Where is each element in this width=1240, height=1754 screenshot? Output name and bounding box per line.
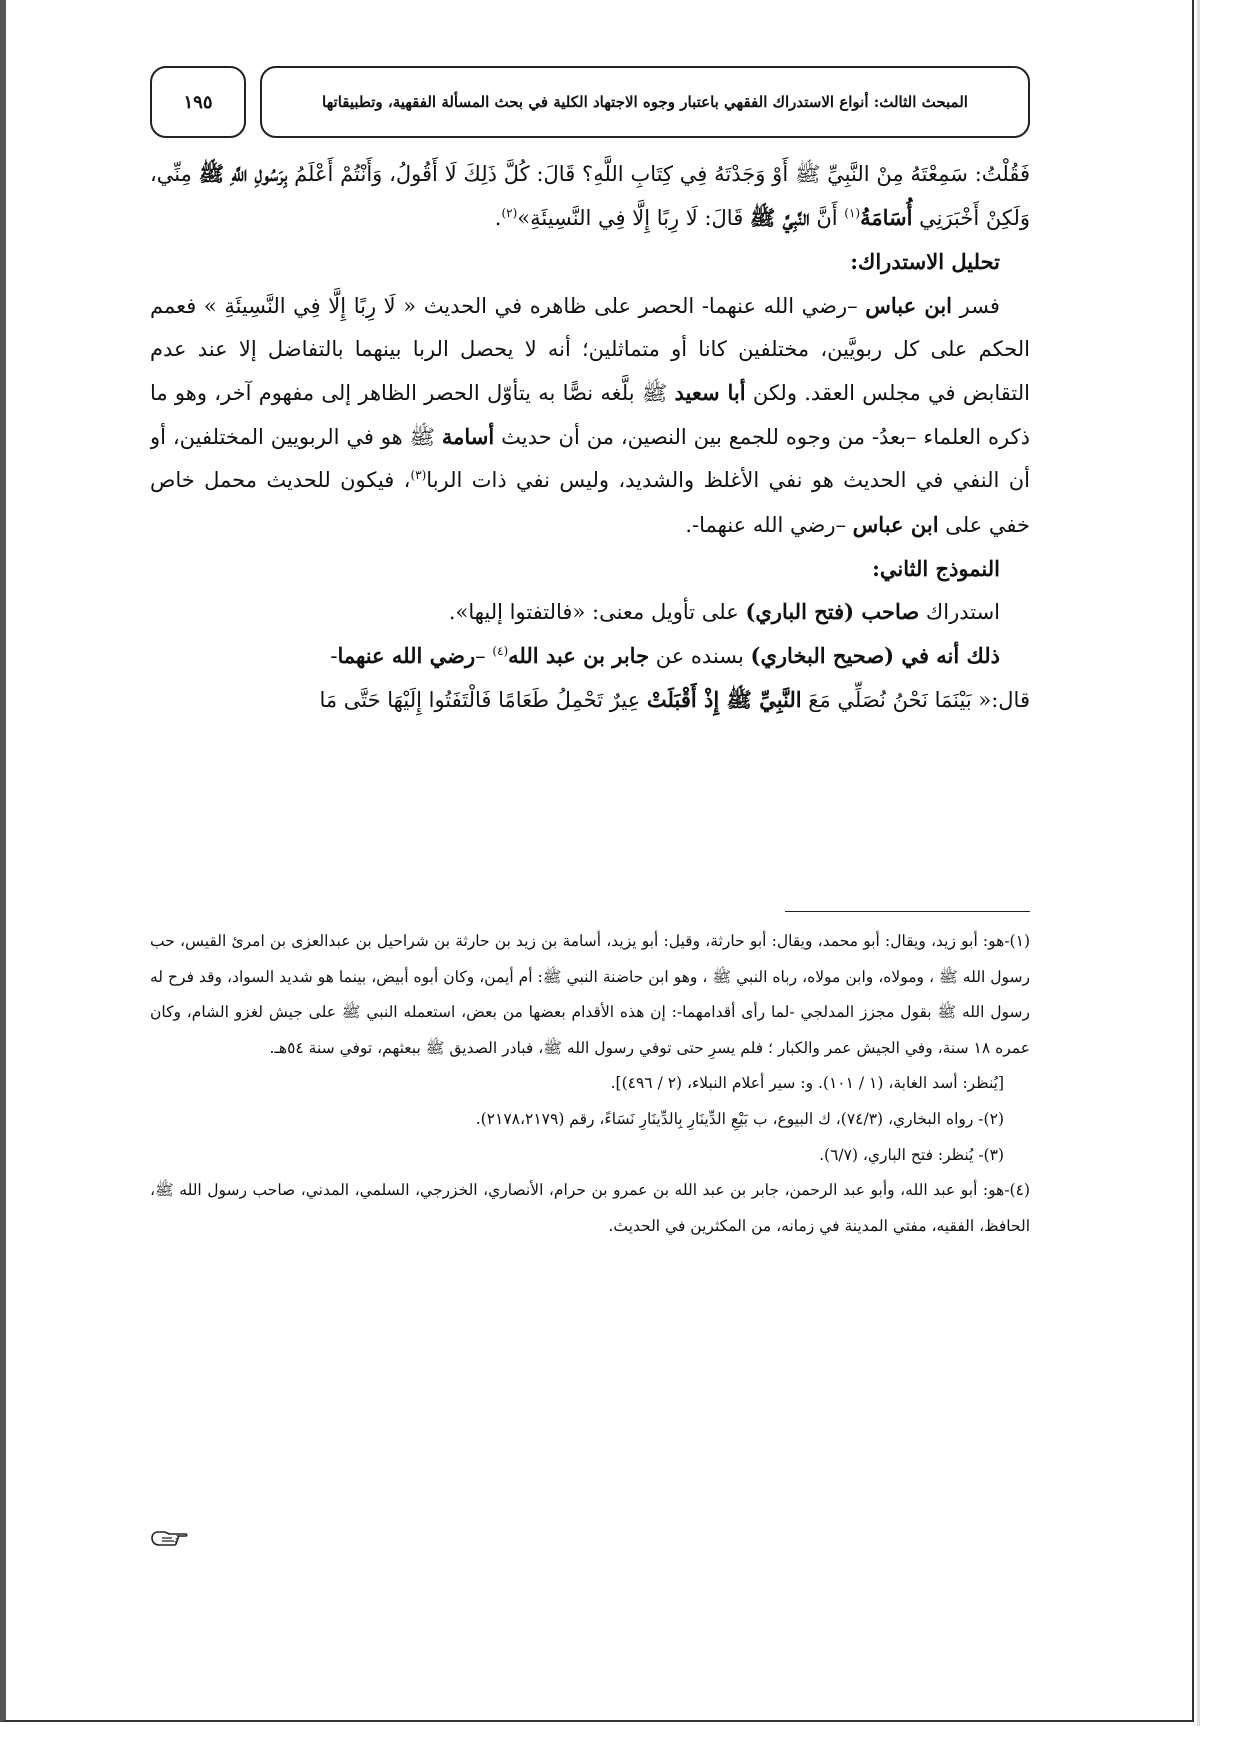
hadith-quote: فَقُلْتُ: سَمِعْتَهُ مِنْ النَّبِيِّ ﷺ أَوْ وَجَدْتَهُ فِي كِتَابِ اللَّهِ؟ قَالَ: كُلَّ ذَلِكَ لَا أَقُولُ، وَأَنْتُمْ أَعْلَمُ بِرَسُولِ اللَّهِ ﷺ مِنِّي، وَلَكِنْ أَخْبَرَنِي أُسَامَةُ$^{(١)}$ أَنَّ النَّبِيَّ ﷺ قَالَ: لَا رِبًا إِلَّا فِي النَّسِيئَةِ»$^{(٢)}$. bbox=[150, 161, 1030, 231]
pointing-hand-icon bbox=[150, 1524, 188, 1550]
footnote-2: (٢)- رواه البخاري، (٧٤/٣)، ك البيوع، ب بَيْعِ الدِّينَارِ بِالدِّينَارِ نَسَاءً، رقم (٢١٧٨،٢١٧٩). bbox=[475, 1109, 1004, 1128]
footnote-ref-2: (٢) bbox=[501, 206, 518, 221]
footnote-ref-3: (٣) bbox=[410, 468, 427, 483]
footnote-divider bbox=[785, 911, 1030, 912]
footnote-1: (١)-هو: أبو زيد، ويقال: أبو محمد، ويقال: أبو حارثة، وقيل: أبو يزيد، أسامة بن زيد بن حارثة بن شراحيل بن عبدالعزى بن امرئ القيس، حب رسول الله ﷺ ، ومولاه، وابن مولاه، رباه النبي ﷺ ، وهو ابن حاضنة النبي ﷺ: أم أيمن، وكان أبوه أبيض، بينما هو شديد السواد، وقد فرح له رسول الله ﷺ بقول مجزز المدلجي -لما رأى أقدامهما-: إن هذه الأقدام بعضها من بعض، استعمله النبي ﷺ على جيش لغزو الشام، وكان عمره ١٨ سنة، وفي الجيش عمر والكبار ؛ فلم يسرِ حتى توفي رسول الله ﷺ، فبادر الصديق ﷺ ببعثهم، توفي سنة ٥٤هـ. bbox=[150, 932, 1030, 1057]
hadith-jabir: قال:« بَيْنَمَا نَحْنُ نُصَلِّي مَعَ النَّبِيِّ ﷺ إِذْ أَقْبَلَتْ عِيرٌ تَحْمِلُ طَعَامًا فَالْتَفَتُوا إِلَيْهَا حَتَّى مَا bbox=[319, 687, 1030, 713]
footnote-3: (٣)- يُنظر: فتح الباري، (٦/٧). bbox=[819, 1145, 1004, 1164]
analysis-paragraph: فسر ابن عباس –رضي الله عنهما- الحصر على ظاهره في الحديث « لَا رِبًا إِلَّا فِي النَّسِيئَةِ » فعمم الحكم على كل ربويَّين، مختلفين كانا أو متماثلين؛ أنه لا يحصل الربا بينهما بالتفاضل إلا عند عدم التقابض في مجلس العقد. ولكن أبا سعيد ﷺ بلَّغه نصًّا به يتأوّل الحصر الظاهر إلى مفهوم آخر، وهو ما ذكره العلماء –بعدُ- من وجوه للجمع بين النصين، من أن حديث أسامة ﷺ هو في الربويين المختلفين، أو أن النفي في الحديث هو نفي الأغلظ والشديد، وليس نفي ذات الربا$^{(٣)}$، فيكون للحديث محمل خاص خفي على ابن عباس –رضي الله عنهما-. bbox=[150, 292, 1030, 537]
main-text bbox=[150, 152, 1030, 892]
footnotes bbox=[150, 924, 1030, 1514]
page-number-box bbox=[150, 66, 246, 138]
page-number: ١٩٥ bbox=[183, 91, 213, 113]
model-source: ذلك أنه في (صحيح البخاري) بسنده عن جابر بن عبد الله$^{(٤)}$ –رضي الله عنهما- bbox=[330, 643, 1000, 669]
model-heading: النموذج الثاني: bbox=[872, 555, 1000, 581]
header-title-text: المبحث الثالث: أنواع الاستدراك الفقهي باعتبار وجوه الاجتهاد الكلية في بحث المسألة الفقهية، وتطبيقاتها bbox=[322, 93, 968, 111]
footnote-4: (٤)-هو: أبو عبد الله، وأبو عبد الرحمن، جابر بن عبد الله بن عمرو بن حرام، الأنصاري، الخزرجي، السلمي، المدني، صاحب رسول الله ﷺ، الحافظ، الفقيه، مفتي المدينة في زمانه، من المكثرين في الحديث. bbox=[150, 1181, 1030, 1235]
analysis-heading: تحليل الاستدراك: bbox=[850, 249, 1000, 275]
footnote-ref-1: (١) bbox=[844, 206, 861, 221]
footnote-ref-4: (٤) bbox=[492, 644, 509, 659]
footnote-1-references: [يُنظر: أسد الغابة، (١ / ١٠١). و: سير أعلام النبلاء، (٢ / ٤٩٦)]. bbox=[610, 1074, 1004, 1093]
model-intro: استدراك صاحب (فتح الباري) على تأويل معنى: «فالتفتوا إليها». bbox=[448, 599, 1000, 625]
running-header-title bbox=[260, 66, 1030, 138]
